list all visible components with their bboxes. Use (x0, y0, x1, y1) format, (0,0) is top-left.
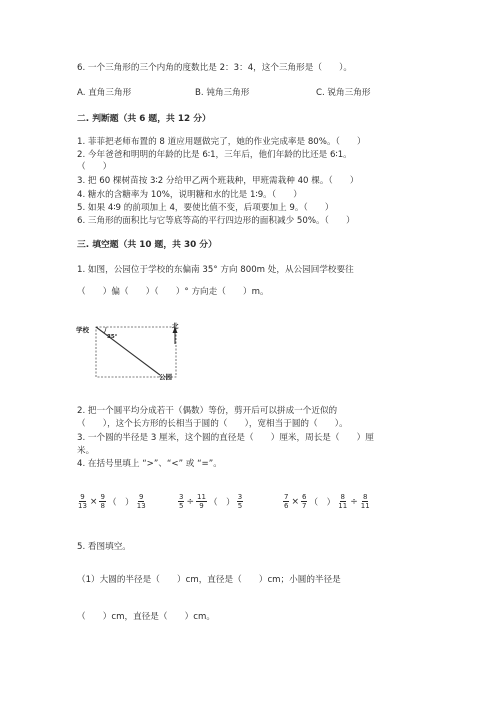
judge-item-3: 3. 把 60 棵树苗按 3∶2 分给甲乙两个班栽种，甲班需栽种 40 棵。（ ） (77, 176, 359, 186)
park-label: 公园 (159, 373, 172, 381)
fraction: $\frac{9}{13}$ (136, 493, 146, 510)
fill-q2-line1: 2. 把一个圆平均分成若干（偶数）等份，剪开后可以拼成一个近似的 (77, 406, 338, 416)
operator: ÷ (350, 496, 358, 507)
judge-item-6: 6. 三角形的面积比与它等底等高的平行四边形的面积减少 50%。（ ） (77, 216, 355, 226)
fill-q3-line1: 3. 一个圆的半径是 3 厘米，这个圆的直径是（ ）厘米，周长是（ ）厘 (77, 433, 374, 443)
judge-item-4: 4. 糖水的含糖率为 10%，说明糖和水的比是 1∶9。（ ） (77, 190, 302, 200)
school-park-map (74, 318, 194, 382)
q6-option-c: C. 锐角三角形 (316, 88, 371, 98)
comparison-1 (77, 493, 147, 510)
school-label: 学校 (76, 326, 89, 334)
judge-item-1: 1. 菲菲把老师布置的 8 道应用题做完了，她的作业完成率是 80%。（ ） (77, 137, 366, 147)
angle-label: 35° (107, 334, 118, 340)
fraction: $\frac{9}{13}$ (78, 493, 87, 510)
school-park-path-line (96, 327, 160, 375)
fill-q4-line: 4. 在括号里填上 “>”、“<” 或 “=”。 (77, 459, 222, 469)
fraction: $\frac{8}{11}$ (338, 493, 348, 510)
judge-item-2-blank: （ ） (77, 162, 112, 172)
answer-blank[interactable]: （ ） (309, 497, 336, 508)
operator: ÷ (186, 496, 195, 507)
fill-q5-line: 5. 看图填空。 (77, 542, 131, 552)
judge-item-5: 5. 如果 4∶9 的前项加上 4，要使比值不变，后项要加上 9。（ ） (77, 203, 334, 213)
fill-q2-line2: （ ），这个长方形的长相当于圆的（ ），宽相当于圆的（ ）。 (77, 419, 348, 429)
section2-title: 二. 判断题（共 6 题，共 12 分） (77, 114, 211, 124)
fraction: $\frac{6}{7}$ (302, 493, 307, 510)
north-label: 北 (172, 322, 179, 330)
section3-title: 三. 填空题（共 10 题，共 30 分） (77, 240, 217, 250)
comparison-3 (283, 493, 371, 510)
operator: × (89, 496, 98, 507)
comparison-2 (178, 493, 243, 510)
fraction: $\frac{8}{11}$ (360, 493, 370, 510)
fraction: $\frac{3}{5}$ (179, 493, 184, 510)
fill-q3-line2: 米。 (77, 446, 95, 456)
q6-text: 6. 一个三角形的三个内角的度数比是 2：3：4，这个三角形是（ ）。 (77, 63, 352, 73)
angle-arc (104, 327, 106, 333)
fill-q5-sub2: （ ）cm，直径是（ ）cm。 (77, 612, 215, 622)
q6-option-b: B. 钝角三角形 (195, 88, 250, 98)
fill-q1-line2: （ ）偏（ ）（ ）° 方向走（ ）m。 (77, 287, 269, 297)
q6-option-a: A. 直角三角形 (77, 88, 132, 98)
fraction: $\frac{11}{9}$ (197, 493, 206, 510)
fraction: $\frac{3}{5}$ (237, 493, 243, 510)
fill-q1-line1: 1. 如图，公园位于学校的东偏南 35° 方向 800m 处，从公园回学校要往 (77, 265, 354, 275)
operator: × (291, 496, 300, 507)
fill-q5-sub1: （1）大圆的半径是（ ）cm，直径是（ ）cm；小圆的半径是 (77, 575, 341, 585)
answer-blank[interactable]: （ ） (107, 497, 134, 508)
answer-blank[interactable]: （ ） (208, 497, 235, 508)
fraction: $\frac{9}{8}$ (100, 493, 105, 510)
judge-item-2: 2. 今年爸爸和明明的年龄的比是 6∶1，三年后，他们年龄的比还是 6∶1。 (77, 150, 352, 160)
fraction: $\frac{7}{6}$ (284, 493, 289, 510)
